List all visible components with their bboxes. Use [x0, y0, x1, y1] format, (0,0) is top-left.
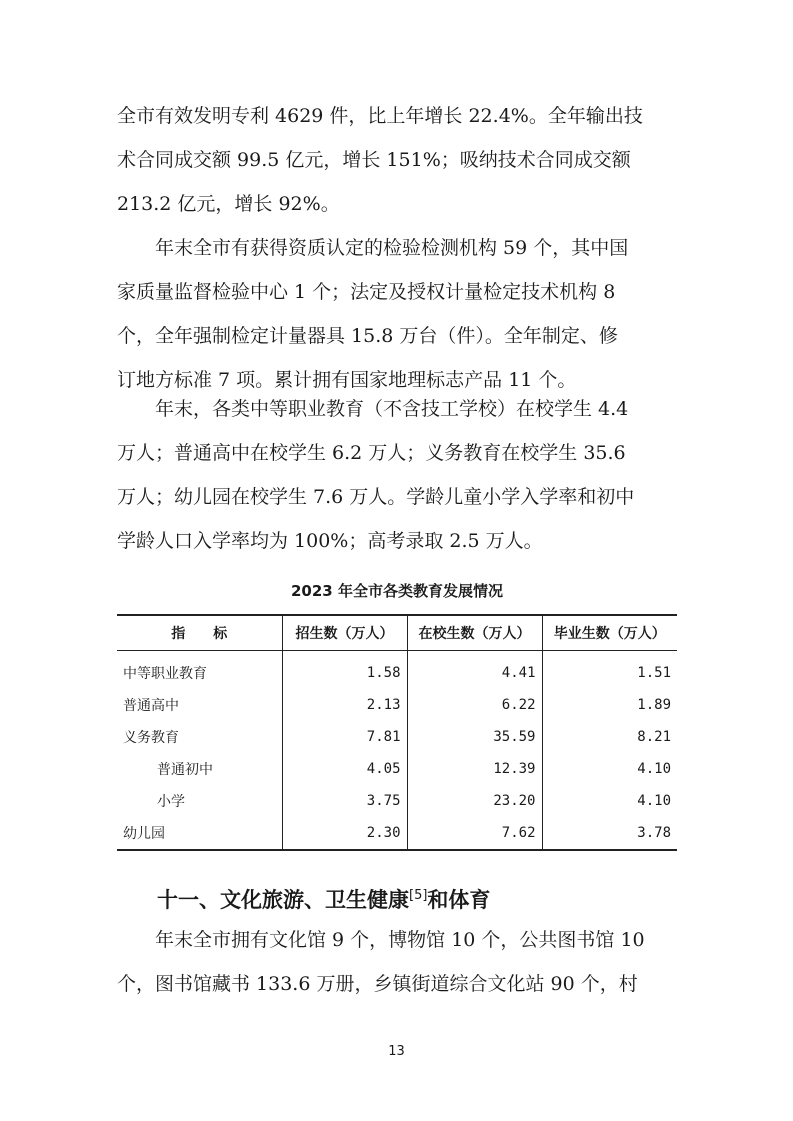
- cell-value: 6.22: [407, 689, 542, 721]
- cell-value: 2.30: [282, 817, 407, 850]
- cell-value: 1.58: [282, 651, 407, 690]
- text-line: 年末，各类中等职业教育（不含技工学校）在校学生 4.4: [117, 398, 629, 420]
- row-label: 中等职业教育: [123, 666, 207, 682]
- paragraph-education: [117, 387, 677, 563]
- section-title-text: 和体育: [427, 888, 491, 912]
- text-line: 年末全市有获得资质认定的检验检测机构 59 个，其中国: [117, 237, 629, 259]
- table-row: [117, 721, 677, 753]
- paragraph-inspection: [117, 226, 677, 402]
- cell-value: 4.05: [282, 753, 407, 785]
- cell-value: 35.59: [407, 721, 542, 753]
- text-line: 万人；普通高中在校学生 6.2 万人；义务教育在校学生 35.6: [117, 442, 626, 464]
- row-label: 普通初中: [157, 762, 213, 778]
- text-line: 个，全年强制检定计量器具 15.8 万台（件）。全年制定、修: [117, 325, 618, 347]
- text-line: 年末全市拥有文化馆 9 个，博物馆 10 个，公共图书馆 10: [117, 929, 645, 951]
- text-line: 213.2 亿元，增长 92%。: [117, 193, 340, 215]
- cell-value: 1.51: [542, 651, 677, 690]
- text-line: 订地方标准 7 项。累计拥有国家地理标志产品 11 个。: [117, 369, 577, 391]
- table-title: 2023 年全市各类教育发展情况: [291, 582, 503, 600]
- cell-value: 7.81: [282, 721, 407, 753]
- text-line: 全市有效发明专利 4629 件，比上年增长 22.4%。全年输出技: [117, 105, 643, 127]
- cell-value: 8.21: [542, 721, 677, 753]
- header-graduates: 毕业生数（万人）: [542, 615, 677, 651]
- text-line: 学龄人口入学率均为 100%；高考录取 2.5 万人。: [117, 530, 543, 552]
- section-heading: [157, 884, 490, 914]
- cell-value: 12.39: [407, 753, 542, 785]
- section-title-text: 十一、文化旅游、卫生健康: [157, 888, 409, 912]
- cell-value: 23.20: [407, 785, 542, 817]
- education-table: [117, 614, 677, 851]
- row-label: 幼儿园: [117, 817, 282, 850]
- cell-value: 2.13: [282, 689, 407, 721]
- table-row: [117, 817, 677, 850]
- cell-value: 7.62: [407, 817, 542, 850]
- text-line: 万人；幼儿园在校学生 7.6 万人。学龄儿童小学入学率和初中: [117, 486, 635, 508]
- table-row: [117, 785, 677, 817]
- row-label: 普通高中: [123, 698, 179, 714]
- table-row: [117, 753, 677, 785]
- header-enrollment: 招生数（万人）: [282, 615, 407, 651]
- paragraph-patents: [117, 94, 677, 226]
- row-label: 小学: [157, 794, 185, 810]
- cell-value: 4.10: [542, 753, 677, 785]
- cell-value: 1.89: [542, 689, 677, 721]
- table-row: [117, 651, 677, 690]
- cell-value: 3.78: [542, 817, 677, 850]
- page-number: 13: [388, 1044, 405, 1059]
- paragraph-culture: [117, 918, 677, 1006]
- row-label: 义务教育: [123, 730, 179, 746]
- cell-value: 4.41: [407, 651, 542, 690]
- text-line: 家质量监督检验中心 1 个；法定及授权计量检定技术机构 8: [117, 281, 616, 303]
- cell-value: 3.75: [282, 785, 407, 817]
- footnote-reference[interactable]: [5]: [409, 888, 428, 903]
- text-line: 术合同成交额 99.5 亿元，增长 151%；吸纳技术合同成交额: [117, 149, 631, 171]
- header-students: 在校生数（万人）: [407, 615, 542, 651]
- table-row: [117, 689, 677, 721]
- text-line: 个，图书馆藏书 133.6 万册，乡镇街道综合文化站 90 个，村: [117, 973, 638, 995]
- header-indicator: 指 标: [117, 615, 282, 651]
- cell-value: 4.10: [542, 785, 677, 817]
- table-header-row: [117, 615, 677, 651]
